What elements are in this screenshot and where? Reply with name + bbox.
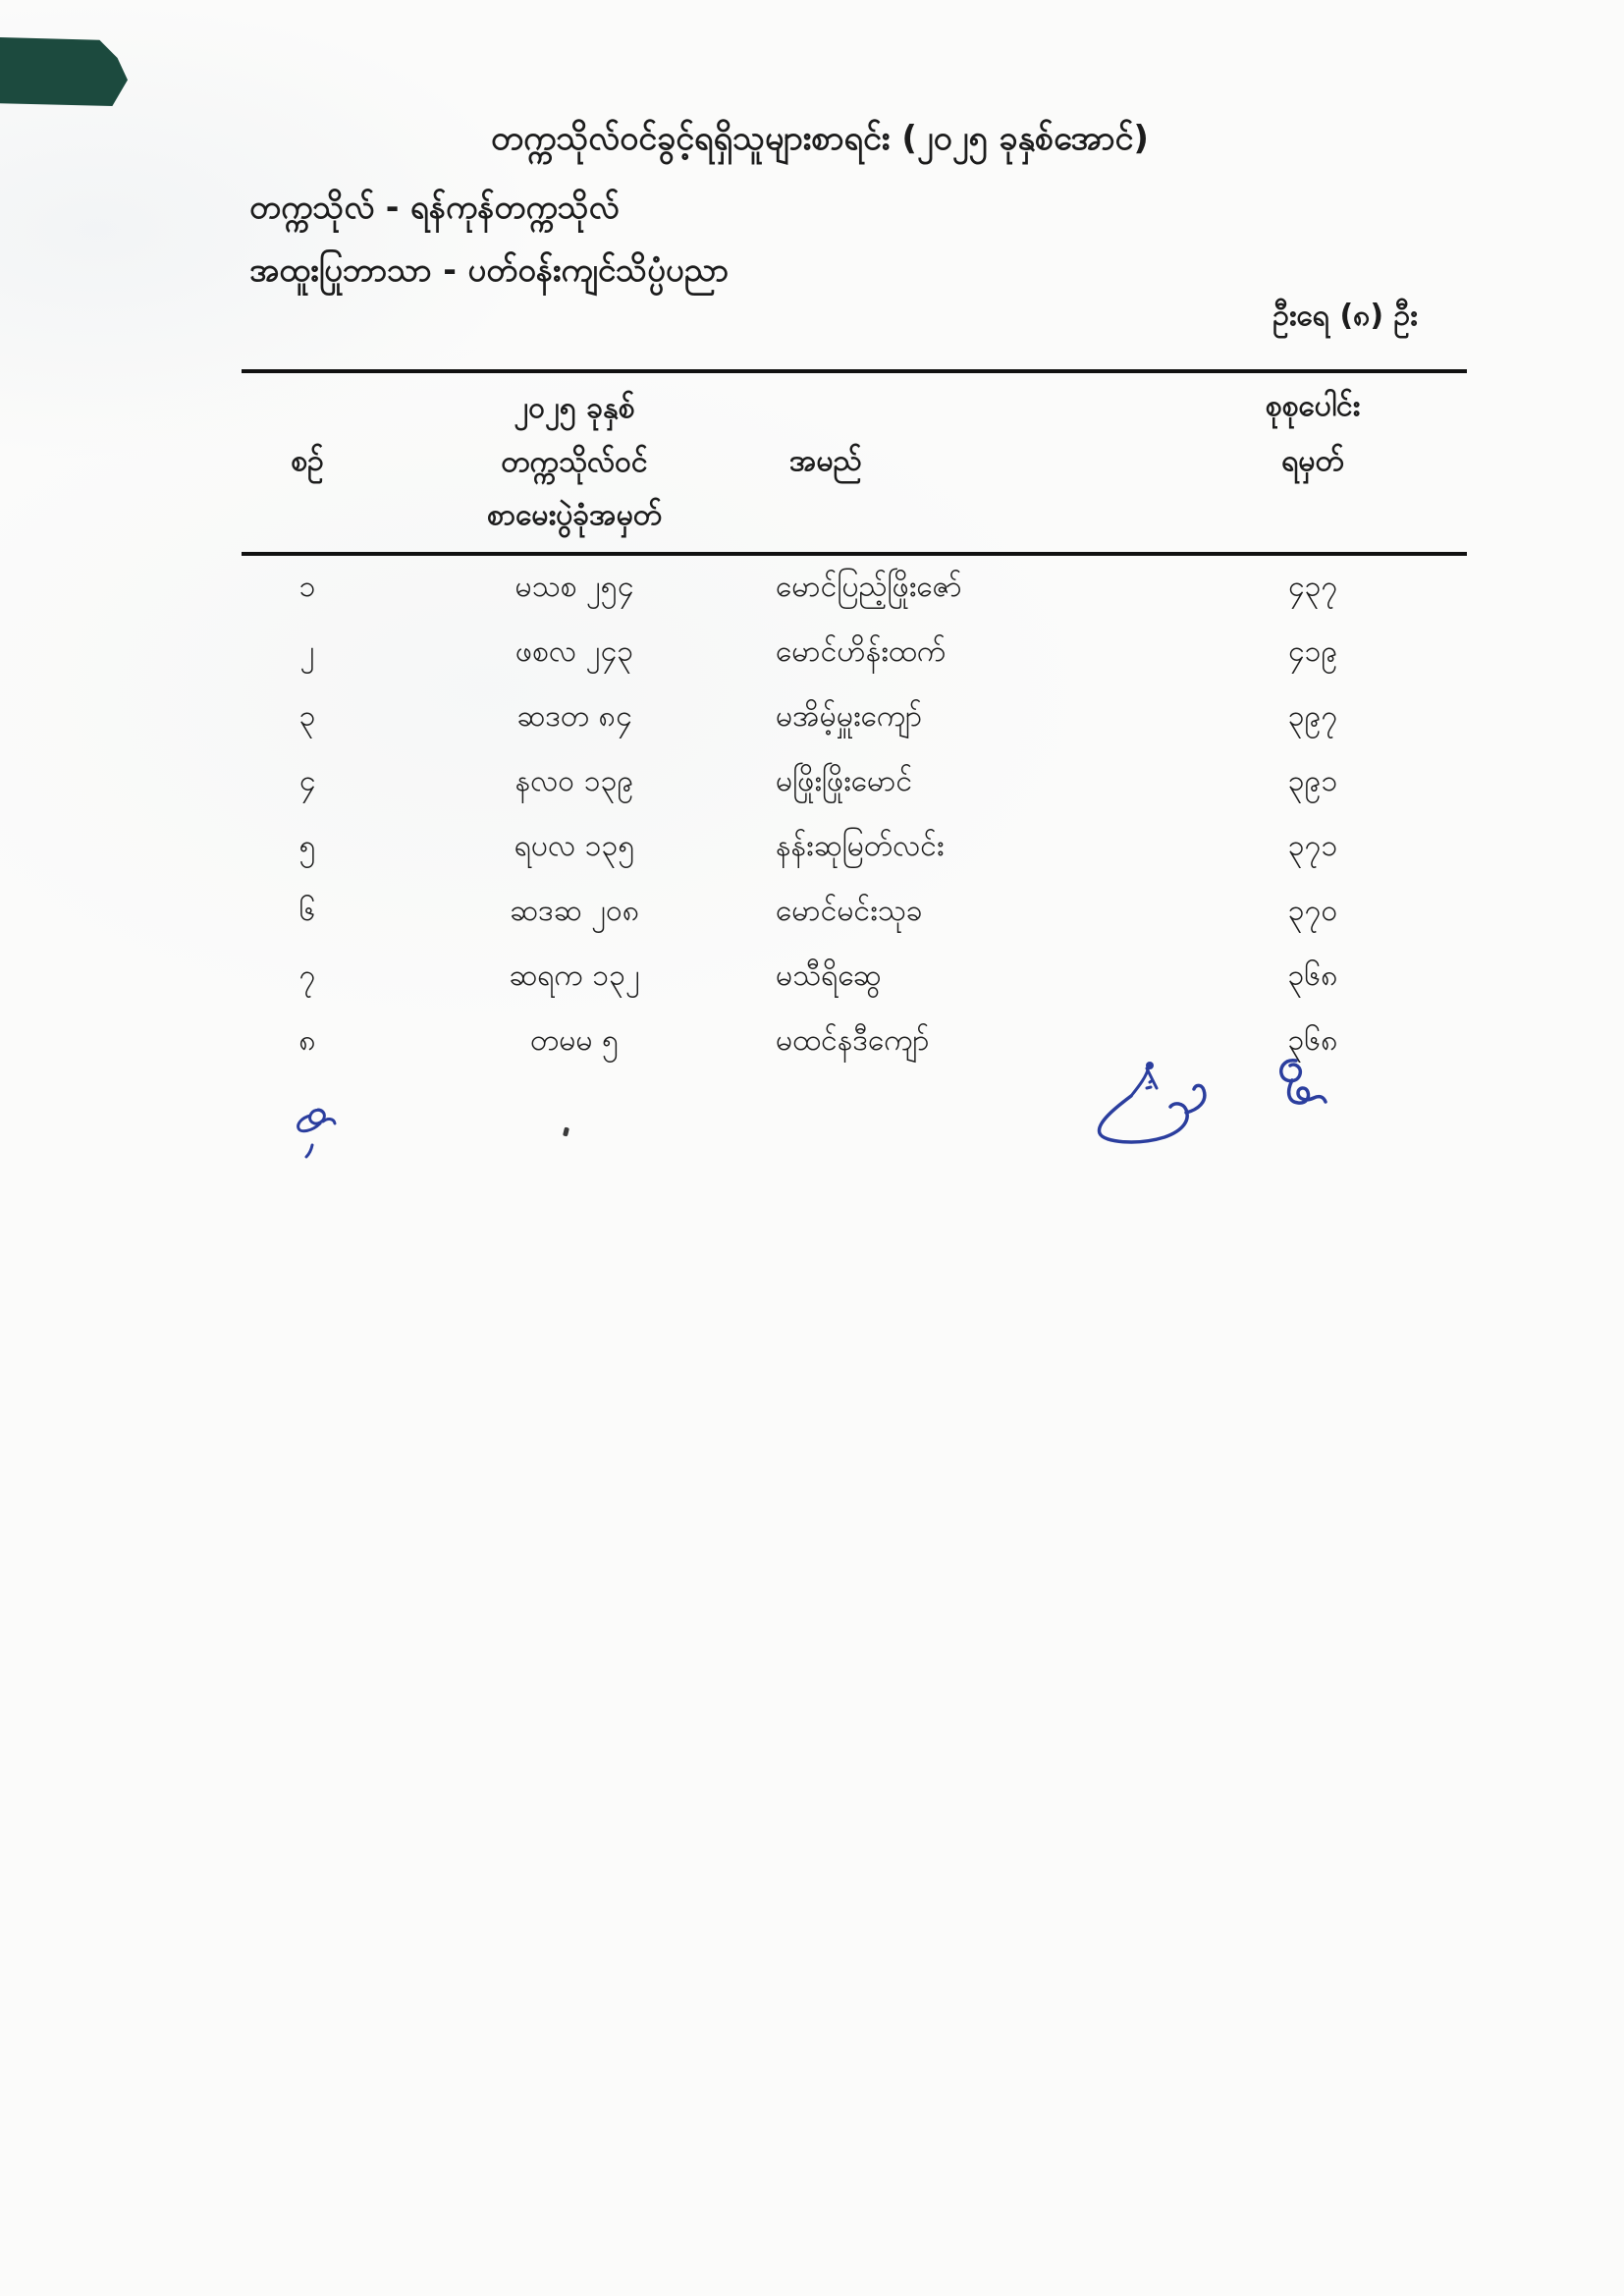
scan-corner-artifact bbox=[0, 37, 128, 106]
cell-serial: ၈ bbox=[298, 1022, 316, 1058]
cell-serial: ၂ bbox=[299, 633, 315, 669]
cell-serial: ၃ bbox=[298, 698, 316, 734]
table-row bbox=[242, 556, 1467, 621]
table-row bbox=[242, 945, 1467, 1010]
signature-initial-left bbox=[291, 1100, 344, 1161]
cell-name: မဖြိုးဖြိုးမောင် bbox=[776, 763, 913, 798]
cell-serial: ၆ bbox=[298, 893, 316, 928]
table-row bbox=[242, 685, 1467, 750]
table-row bbox=[242, 815, 1467, 880]
document-title: တက္ကသိုလ်ဝင်ခွင့်ရရှိသူများစာရင်း (၂၀၂၅ ခုနှစ်အောင်) bbox=[491, 119, 1149, 158]
headcount-label: ဦးရေ (၈) ဦး bbox=[1272, 299, 1418, 333]
signature-initial-right bbox=[1263, 1051, 1333, 1121]
header-name: အမည် bbox=[789, 443, 862, 478]
cell-roll-number: ဆရက ၁၃၂ bbox=[509, 957, 640, 993]
cell-serial: ၇ bbox=[298, 957, 316, 993]
cell-total-marks: ၃၆၈ bbox=[1287, 957, 1338, 993]
table-row bbox=[242, 750, 1467, 815]
cell-roll-number: မသစ ၂၅၄ bbox=[514, 569, 634, 604]
cell-name: မသီရိဆွေ bbox=[776, 957, 882, 993]
cell-total-marks: ၄၃၇ bbox=[1287, 569, 1338, 604]
major-line: အထူးပြုဘာသာ - ပတ်ဝန်းကျင်သိပ္ပံပညာ bbox=[249, 250, 730, 289]
header-marks-line1: စုစုပေါင်း bbox=[1265, 389, 1361, 423]
cell-roll-number: ဆဒတ ၈၄ bbox=[516, 698, 632, 734]
cell-roll-number: နလဝ ၁၃၉ bbox=[514, 763, 634, 798]
cell-roll-number: ဆဒဆ ၂၀၈ bbox=[510, 893, 639, 928]
cell-name: မောင်ပြည့်ဖြိုးဇော် bbox=[776, 569, 962, 604]
cell-name: မောင်ဟိန်းထက် bbox=[776, 633, 947, 669]
header-marks-line2: ရမှတ် bbox=[1281, 443, 1344, 478]
header-roll-line2: တက္ကသိုလ်ဝင် bbox=[501, 444, 648, 479]
cell-serial: ၁ bbox=[298, 569, 316, 604]
signature-middle bbox=[1088, 1059, 1255, 1152]
cell-name: နန်းဆုမြတ်လင်း bbox=[776, 828, 945, 863]
cell-roll-number: တမမ ၅ bbox=[530, 1022, 619, 1058]
header-total-marks bbox=[1159, 373, 1467, 488]
header-roll-number bbox=[373, 382, 776, 543]
table-row bbox=[242, 880, 1467, 945]
university-line: တက္ကသိုလ် - ရန်ကုန်တက္ကသိုလ် bbox=[249, 188, 620, 226]
header-serial: စဉ် bbox=[291, 443, 324, 478]
cell-total-marks: ၃၉၇ bbox=[1287, 698, 1338, 734]
admission-table bbox=[242, 369, 1467, 1074]
table-body bbox=[242, 556, 1467, 1074]
header-roll-line1: ၂၀၂၅ ခုနှစ် bbox=[514, 391, 635, 426]
cell-name: မထင်နဒီကျော် bbox=[776, 1022, 930, 1058]
cell-name: မောင်မင်းသုခ bbox=[776, 893, 923, 928]
table-row bbox=[242, 621, 1467, 685]
cell-total-marks: ၃၆၈ bbox=[1287, 1022, 1338, 1058]
cell-total-marks: ၃၇၀ bbox=[1287, 893, 1338, 928]
cell-total-marks: ၃၇၁ bbox=[1287, 828, 1338, 863]
scan-speck bbox=[563, 1127, 569, 1137]
cell-total-marks: ၄၁၉ bbox=[1287, 633, 1338, 669]
cell-roll-number: ဖစလ ၂၄၃ bbox=[514, 633, 634, 669]
cell-total-marks: ၃၉၁ bbox=[1287, 763, 1338, 798]
cell-roll-number: ရပလ ၁၃၅ bbox=[514, 828, 635, 863]
cell-name: မအိမ့်မှူးကျော် bbox=[776, 698, 923, 734]
header-roll-line3: စာမေးပွဲခုံအမှတ် bbox=[486, 498, 663, 533]
cell-serial: ၅ bbox=[298, 828, 316, 863]
table-header-row bbox=[242, 373, 1467, 552]
cell-serial: ၄ bbox=[298, 763, 316, 798]
